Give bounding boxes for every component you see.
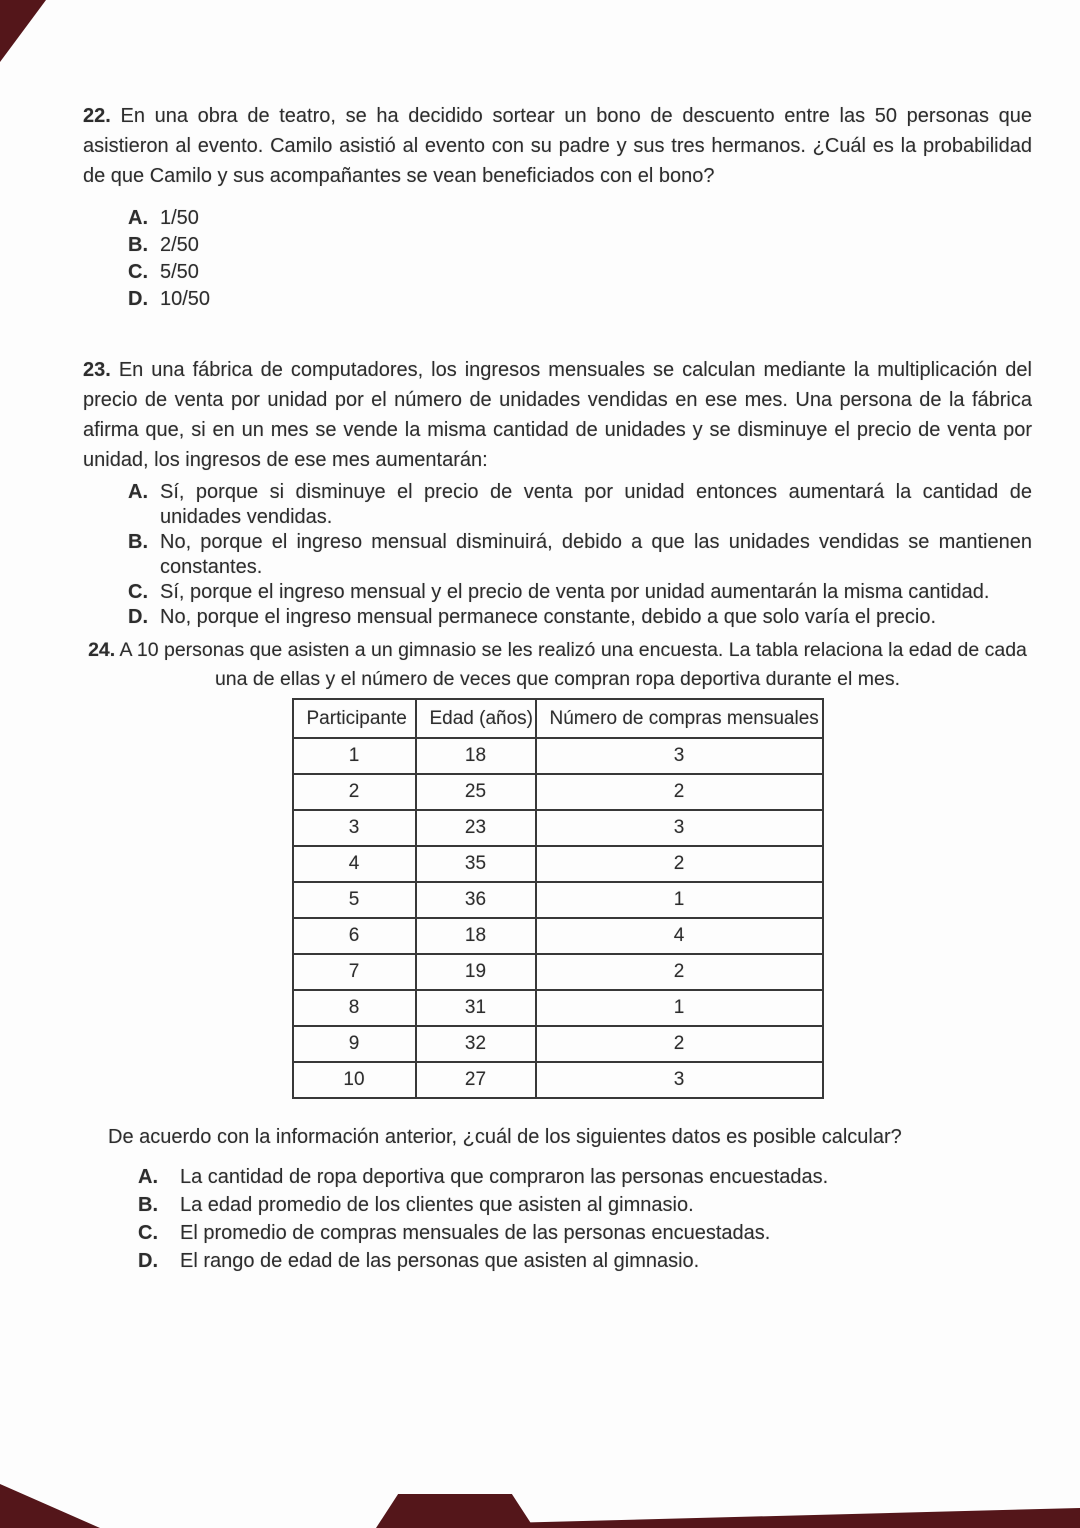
question-24 bbox=[83, 636, 1032, 1275]
question-22-body: En una obra de teatro, se ha decidido sortear un bono de descuento entre las 50 personas que asistieron al evento. Camilo asistió al evento con su padre y sus tres hermanos. ¿Cuál es la probabilidad de que Camilo y sus acompañantes se vean beneficiados con el bono? bbox=[83, 105, 1032, 187]
cell-participante: 10 bbox=[293, 1062, 416, 1098]
option-text: 2/50 bbox=[160, 234, 199, 256]
option-23-c bbox=[128, 580, 1032, 605]
question-23 bbox=[83, 355, 1032, 630]
cell-compras: 1 bbox=[536, 990, 823, 1026]
cell-compras: 2 bbox=[536, 846, 823, 882]
cell-participante: 1 bbox=[293, 738, 416, 774]
option-text: El rango de edad de las personas que asisten al gimnasio. bbox=[180, 1250, 700, 1272]
cell-participante: 7 bbox=[293, 954, 416, 990]
cell-edad: 35 bbox=[416, 846, 536, 882]
option-letter: C. bbox=[128, 581, 148, 603]
question-24-prompt: De acuerdo con la información anterior, ¿cuál de los siguientes datos es posible calcular? bbox=[108, 1126, 902, 1148]
question-23-options bbox=[128, 480, 1032, 630]
photo-edge-bottom-right bbox=[530, 1508, 1080, 1528]
option-text: La edad promedio de los clientes que asisten al gimnasio. bbox=[180, 1194, 694, 1216]
option-letter: D. bbox=[128, 606, 148, 628]
question-23-number: 23. bbox=[83, 359, 111, 381]
option-text: 5/50 bbox=[160, 261, 199, 283]
table-row bbox=[293, 774, 823, 810]
cell-participante: 9 bbox=[293, 1026, 416, 1062]
option-23-b bbox=[128, 530, 1032, 580]
option-letter: B. bbox=[128, 531, 148, 553]
option-text: El promedio de compras mensuales de las personas encuestadas. bbox=[180, 1222, 771, 1244]
cell-compras: 3 bbox=[536, 810, 823, 846]
question-24-options bbox=[138, 1163, 1032, 1275]
option-22-c bbox=[128, 259, 1032, 286]
table-row bbox=[293, 738, 823, 774]
cell-compras: 2 bbox=[536, 1026, 823, 1062]
cell-edad: 18 bbox=[416, 918, 536, 954]
cell-edad: 25 bbox=[416, 774, 536, 810]
option-letter: C. bbox=[128, 261, 148, 283]
photo-edge-bottom-tab bbox=[376, 1494, 534, 1528]
option-24-a bbox=[138, 1163, 1032, 1191]
question-22-number: 22. bbox=[83, 105, 111, 127]
option-text: No, porque el ingreso mensual permanece constante, debido a que solo varía el precio. bbox=[160, 606, 937, 628]
cell-edad: 36 bbox=[416, 882, 536, 918]
option-letter: D. bbox=[128, 288, 148, 310]
question-22 bbox=[83, 101, 1032, 313]
option-letter: A. bbox=[128, 481, 148, 503]
cell-compras: 4 bbox=[536, 918, 823, 954]
option-letter: B. bbox=[138, 1194, 158, 1216]
cell-edad: 18 bbox=[416, 738, 536, 774]
option-23-d bbox=[128, 605, 1032, 630]
cell-participante: 8 bbox=[293, 990, 416, 1026]
question-24-body: A 10 personas que asisten a un gimnasio se les realizó una encuesta. La tabla relaciona la edad de cada una de ellas y el número de veces que compran ropa deportiva durante el mes. bbox=[119, 639, 1027, 690]
cell-compras: 2 bbox=[536, 954, 823, 990]
option-letter: A. bbox=[138, 1166, 158, 1188]
table-row bbox=[293, 1062, 823, 1098]
option-24-d bbox=[138, 1247, 1032, 1275]
option-24-b bbox=[138, 1191, 1032, 1219]
option-letter: D. bbox=[138, 1250, 158, 1272]
option-letter: C. bbox=[138, 1222, 158, 1244]
cell-edad: 27 bbox=[416, 1062, 536, 1098]
table-row bbox=[293, 810, 823, 846]
header-participante: Participante bbox=[293, 699, 416, 738]
option-text: 10/50 bbox=[160, 288, 211, 310]
header-edad: Edad (años) bbox=[416, 699, 536, 738]
cell-participante: 6 bbox=[293, 918, 416, 954]
table-row bbox=[293, 846, 823, 882]
option-22-d bbox=[128, 286, 1032, 313]
cell-participante: 4 bbox=[293, 846, 416, 882]
question-24-text bbox=[83, 636, 1032, 694]
option-text: No, porque el ingreso mensual disminuirá, debido a que las unidades vendidas se mantienen constantes. bbox=[160, 531, 1032, 578]
photo-corner-bottom-left bbox=[0, 1484, 100, 1528]
question-22-text bbox=[83, 101, 1032, 191]
cell-edad: 23 bbox=[416, 810, 536, 846]
option-text: Sí, porque si disminuye el precio de venta por unidad entonces aumentará la cantidad de unidades vendidas. bbox=[160, 481, 1032, 528]
cell-participante: 2 bbox=[293, 774, 416, 810]
cell-compras: 2 bbox=[536, 774, 823, 810]
survey-table bbox=[292, 698, 824, 1099]
cell-compras: 1 bbox=[536, 882, 823, 918]
question-24-number: 24. bbox=[88, 639, 116, 661]
option-22-b bbox=[128, 232, 1032, 259]
cell-edad: 31 bbox=[416, 990, 536, 1026]
option-text: 1/50 bbox=[160, 207, 199, 229]
cell-compras: 3 bbox=[536, 1062, 823, 1098]
header-compras: Número de compras mensuales bbox=[536, 699, 823, 738]
cell-compras: 3 bbox=[536, 738, 823, 774]
question-23-body: En una fábrica de computadores, los ingresos mensuales se calculan mediante la multiplicación del precio de venta por unidad por el número de unidades vendidas en ese mes. Una persona de la fábrica afirma que, si en un mes se vende la misma cantidad de unidades y se disminuye el precio de venta por unidad, los ingresos de ese mes aumentarán: bbox=[83, 359, 1032, 471]
option-letter: B. bbox=[128, 234, 148, 256]
option-22-a bbox=[128, 205, 1032, 232]
table-row bbox=[293, 882, 823, 918]
table-row bbox=[293, 990, 823, 1026]
cell-edad: 19 bbox=[416, 954, 536, 990]
table-row bbox=[293, 1026, 823, 1062]
cell-participante: 5 bbox=[293, 882, 416, 918]
cell-participante: 3 bbox=[293, 810, 416, 846]
cell-edad: 32 bbox=[416, 1026, 536, 1062]
option-letter: A. bbox=[128, 207, 148, 229]
option-text: Sí, porque el ingreso mensual y el precio de venta por unidad aumentarán la misma cantidad. bbox=[160, 581, 990, 603]
option-24-c bbox=[138, 1219, 1032, 1247]
option-text: La cantidad de ropa deportiva que compraron las personas encuestadas. bbox=[180, 1166, 829, 1188]
table-row bbox=[293, 954, 823, 990]
question-22-options bbox=[128, 205, 1032, 313]
question-23-text bbox=[83, 355, 1032, 475]
table-row bbox=[293, 918, 823, 954]
option-23-a bbox=[128, 480, 1032, 530]
table-header-row bbox=[293, 699, 823, 738]
